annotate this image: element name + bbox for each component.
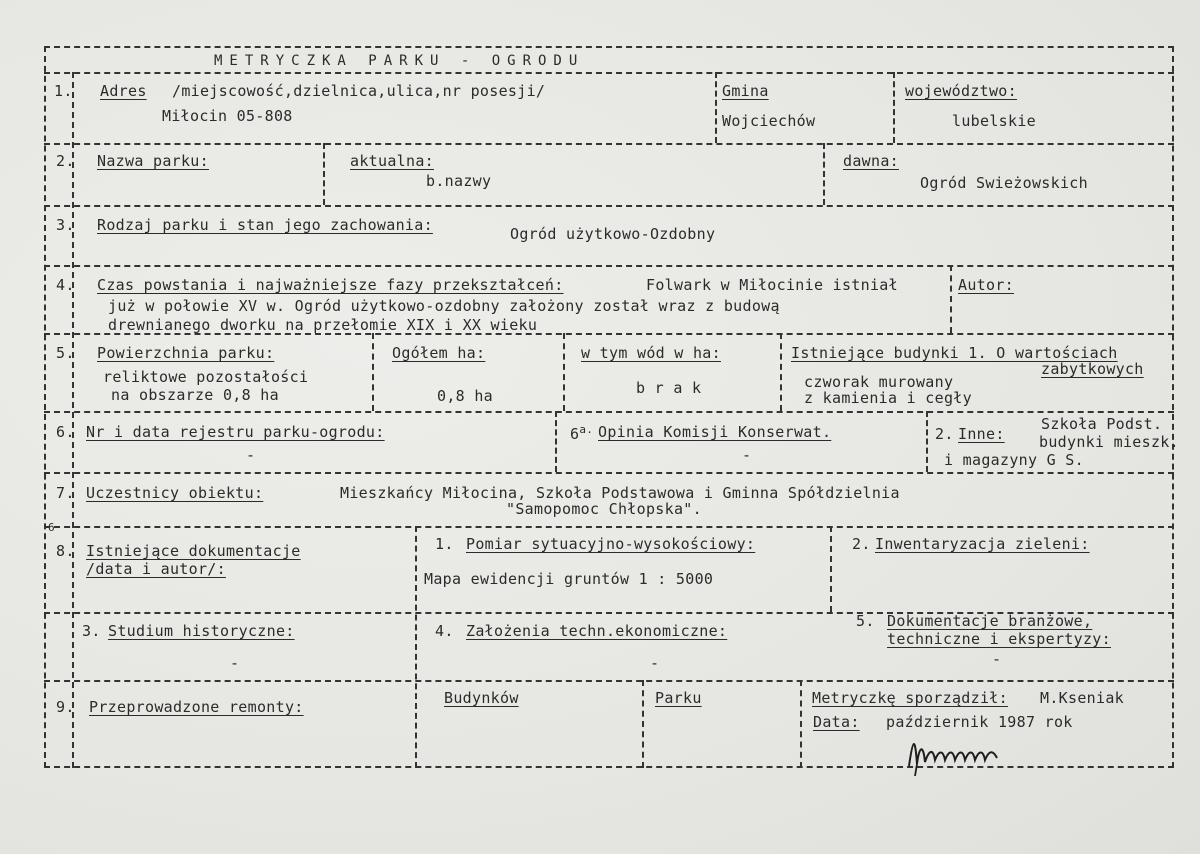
- gmina-label: Gmina: [722, 82, 769, 100]
- budynkow-label: Budynków: [444, 689, 519, 707]
- wojewodztwo-value: lubelskie: [952, 112, 1036, 130]
- dawna-label: dawna:: [843, 152, 899, 170]
- czas-line-3: drewnianego dworku na przełomie XIX i XX wieku: [108, 316, 538, 334]
- row-number: 2.: [56, 152, 75, 170]
- zalozenia-prefix: 4.: [435, 622, 454, 640]
- adres-label: Adres: [100, 82, 147, 100]
- handwritten-signature: [905, 728, 1005, 778]
- rodzaj-value: Ogród użytkowo-Ozdobny: [510, 225, 716, 243]
- divider: [555, 411, 557, 472]
- divider: [44, 265, 1174, 267]
- zalozenia-value: -: [650, 654, 660, 672]
- inne-line-3: i magazyny G S.: [944, 451, 1084, 469]
- rodzaj-label: Rodzaj parku i stan jego zachowania:: [97, 216, 433, 234]
- aktualna-label: aktualna:: [350, 152, 434, 170]
- divider: [44, 72, 1174, 74]
- opinia-value: -: [742, 446, 752, 464]
- wojewodztwo-label: województwo:: [905, 82, 1017, 100]
- inne-prefix: 2.: [935, 425, 954, 443]
- opinia-number: 6: [570, 425, 580, 443]
- budynki-label: Istniejące budynki 1. O wartościach: [791, 344, 1118, 362]
- uczestnicy-line-2: "Samopomoc Chłopska".: [506, 500, 702, 518]
- divider: [715, 72, 717, 143]
- inne-line-1: Szkoła Podst.: [1041, 415, 1163, 433]
- czas-label: Czas powstania i najważniejsze fazy przekształceń:: [97, 276, 564, 294]
- divider: [642, 680, 644, 768]
- data-label: Data:: [813, 713, 860, 731]
- form-frame: [44, 46, 1174, 768]
- aktualna-value: b.nazwy: [426, 172, 492, 190]
- zalozenia-label: Założenia techn.ekonomiczne:: [466, 622, 728, 640]
- pomiar-value: Mapa ewidencji gruntów 1 : 5000: [424, 570, 714, 588]
- uczestnicy-line-1: Mieszkańcy Miłocina, Szkoła Podstawowa i Gminna Spółdzielnia: [340, 484, 900, 502]
- inne-line-2: budynki mieszk.: [1039, 433, 1179, 451]
- dokumentacje-branzowe-value: -: [992, 650, 1002, 668]
- remonty-label: Przeprowadzone remonty:: [89, 698, 304, 716]
- divider: [893, 72, 895, 143]
- studium-label: Studium historyczne:: [108, 622, 295, 640]
- data-value: październik 1987 rok: [886, 713, 1073, 731]
- rejestr-label: Nr i data rejestru parku-ogrodu:: [86, 423, 385, 441]
- divider: [44, 143, 1174, 145]
- divider: [926, 411, 928, 472]
- dokumentacje-label: Istniejące dokumentacje: [86, 542, 301, 560]
- uczestnicy-label: Uczestnicy obiektu:: [86, 484, 264, 502]
- inne-label: Inne:: [958, 425, 1005, 443]
- divider: [780, 333, 782, 411]
- row-number: 3.: [56, 216, 75, 234]
- opinia-superscript: a.: [579, 423, 594, 436]
- powierzchnia-label: Powierzchnia parku:: [97, 344, 275, 362]
- divider: [44, 526, 1174, 528]
- number-column-divider: [72, 72, 74, 768]
- divider: [800, 680, 802, 768]
- czas-line-1: Folwark w Miłocinie istniał: [646, 276, 898, 294]
- divider: [44, 205, 1174, 207]
- studium-value: -: [230, 654, 240, 672]
- divider: [950, 265, 952, 333]
- sporzadzil-label: Metryczkę sporządził:: [812, 689, 1008, 707]
- dawna-value: Ogród Swieżowskich: [920, 174, 1088, 192]
- divider: [823, 143, 825, 205]
- divider: [44, 411, 1174, 413]
- czas-line-2: już w połowie XV w. Ogród użytkowo-ozdobny założony został wraz z budową: [108, 297, 780, 315]
- nazwa-label: Nazwa parku:: [97, 152, 209, 170]
- row-number: 7.: [56, 484, 75, 502]
- row-number: 1.: [54, 82, 73, 100]
- margin-mark: 6: [48, 521, 55, 534]
- powierzchnia-line-1: reliktowe pozostałości: [103, 368, 309, 386]
- parku-label: Parku: [655, 689, 702, 707]
- row-number: 8.: [56, 542, 75, 560]
- inwentaryzacja-label: Inwentaryzacja zieleni:: [875, 535, 1090, 553]
- dokumentacje-label-2: /data i autor/:: [86, 560, 226, 578]
- dokumentacje-branzowe-label-2: techniczne i ekspertyzy:: [887, 630, 1111, 648]
- divider: [415, 526, 417, 768]
- row-number: 6.: [56, 423, 75, 441]
- gmina-value: Wojciechów: [722, 112, 816, 130]
- adres-value: Miłocin 05-808: [162, 107, 293, 125]
- wod-label: w tym wód w ha:: [581, 344, 721, 362]
- divider: [44, 472, 1174, 474]
- ogolem-label: Ogółem ha:: [392, 344, 486, 362]
- sporzadzil-value: M.Kseniak: [1040, 689, 1124, 707]
- opinia-label: Opinia Komisji Konserwat.: [598, 423, 832, 441]
- studium-prefix: 3.: [82, 622, 101, 640]
- form-title: METRYCZKA PARKU - OGRODU: [214, 53, 585, 69]
- row-number: 4.: [56, 276, 75, 294]
- divider: [323, 143, 325, 205]
- opinia-prefix: [570, 423, 593, 443]
- dokumentacje-branzowe-label: Dokumentacje branżowe,: [887, 612, 1093, 630]
- row-number: 5.: [56, 344, 75, 362]
- pomiar-prefix: 1.: [435, 535, 454, 553]
- powierzchnia-line-2: na obszarze 0,8 ha: [111, 386, 279, 404]
- pomiar-label: Pomiar sytuacyjno-wysokościowy:: [466, 535, 756, 553]
- divider: [44, 680, 1174, 682]
- budynki-label-2: zabytkowych: [1041, 360, 1144, 378]
- inwentaryzacja-prefix: 2.: [852, 535, 871, 553]
- divider: [830, 526, 832, 612]
- row-number: 9.: [56, 698, 75, 716]
- adres-hint: /miejscowość,dzielnica,ulica,nr posesji/: [172, 82, 546, 100]
- budynki-line-1: czworak murowany: [804, 373, 954, 391]
- divider: [563, 333, 565, 411]
- budynki-line-2: z kamienia i cegły: [804, 389, 972, 407]
- dokumentacje-branzowe-prefix: 5.: [856, 612, 875, 630]
- rejestr-value: -: [246, 446, 256, 464]
- autor-label: Autor:: [958, 276, 1014, 294]
- ogolem-value: 0,8 ha: [437, 387, 493, 405]
- divider: [372, 333, 374, 411]
- wod-value: b r a k: [636, 379, 702, 397]
